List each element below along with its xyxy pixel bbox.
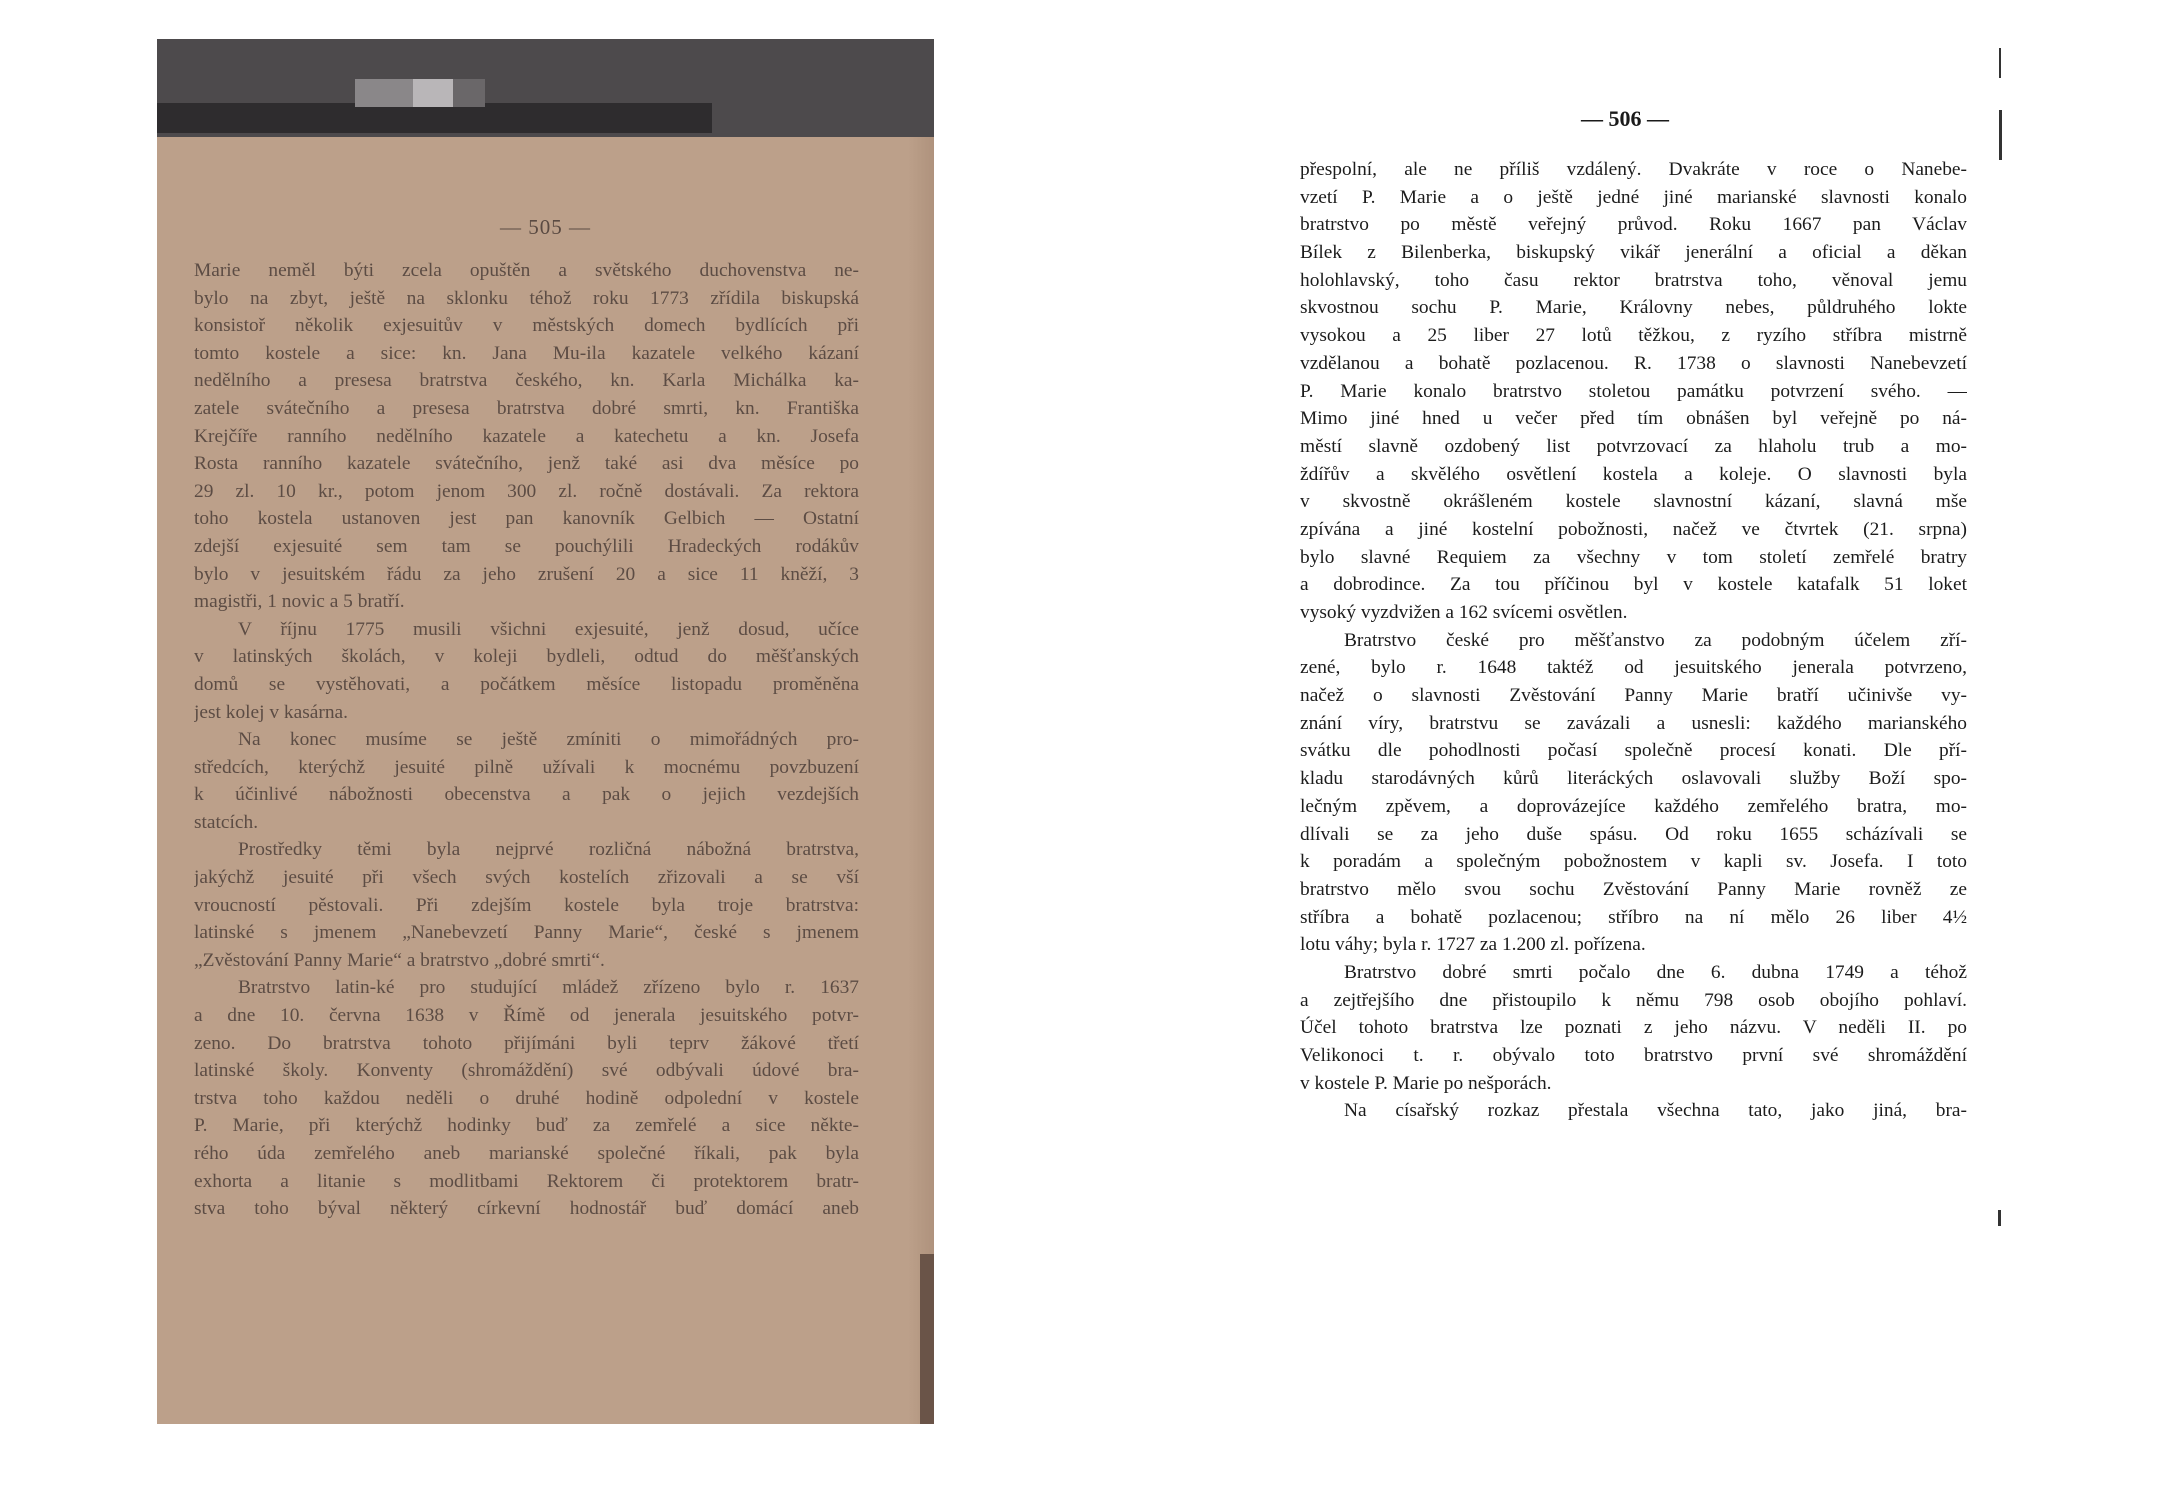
text-line: vzdělanou a bohatě pozlacenou. R. 1738 o slavnosti Nanebevzetí <box>1300 352 1967 374</box>
text-line: stříbra a bohatě pozlacenou; stříbro na ní mělo 26 liber 4½ <box>1300 906 1967 928</box>
text-line: Marie neměl býti zcela opuštěn a světského duchovenstva ne- <box>194 260 859 281</box>
scan-artifact <box>453 79 485 107</box>
text-line: Velikonoci t. r. obývalo toto bratrstvo první své shromáždění <box>1300 1045 1967 1066</box>
text-line: bylo na zbyt, ještě na sklonku téhož roku 1773 zřídila biskupská <box>194 287 859 309</box>
text-line: zeno. Do bratrstva tohoto přijímáni byli teprv žákové třetí <box>194 1032 859 1054</box>
text-line: Prostředky těmi byla nejprvé rozličná nábožná bratrstva, <box>238 839 859 861</box>
text-line: k účinlivé nábožnosti obecenstva a pak o jejich vezdejších <box>194 784 859 806</box>
scan-artifact <box>355 79 413 107</box>
text-line: a dobrodince. Za tou příčinou byl v kostele katafalk 51 loket <box>1300 574 1967 596</box>
text-line: lečným zpěvem, a doprovázejíce každého zemřelého bratra, mo- <box>1300 795 1967 817</box>
scan-dark-band <box>157 39 934 137</box>
text-line: Na císařský rozkaz přestala všechna tato, jako jiná, bra- <box>1344 1100 1967 1122</box>
page-number: — 506 — <box>1581 106 1669 131</box>
text-line: vysoký vyzdvižen a 162 svícemi osvětlen. <box>1300 602 1628 623</box>
text-line: svátku dle pohodlnosti počasí společně procesí konati. Dle pří- <box>1300 740 1967 762</box>
text-line: P. Marie, při kterýchž hodinky buď za zemřelé a sice někte- <box>194 1115 859 1137</box>
text-line: V říjnu 1775 musili všichni exjesuité, jenž dosud, učíce <box>238 618 859 640</box>
text-line: Bratrstvo latin-ké pro studující mládež zřízeno bylo r. 1637 <box>238 977 859 999</box>
page-edge-shadow <box>920 1254 934 1424</box>
text-line: Na konec musíme se ještě zmíniti o mimořádných pro- <box>238 729 859 751</box>
text-line: tomto kostele a sice: kn. Jana Mu-ila kazatele velkého kázaní <box>194 342 859 364</box>
text-line: načež o slavnosti Zvěstování Panny Marie bratří učinivše vy- <box>1300 685 1967 707</box>
left-page <box>157 39 934 1424</box>
text-line: skvostnou sochu P. Marie, Královny nebes, půldruhého lokte <box>1300 297 1967 319</box>
text-line: Účel tohoto bratrstva lze poznati z jeho názvu. V neděli II. po <box>1300 1017 1967 1039</box>
text-line: Bratrstvo dobré smrti počalo dne 6. dubna 1749 a téhož <box>1344 961 1967 983</box>
text-line: a zejtřejšího dne přistoupilo k němu 798 osob obojího pohlaví. <box>1300 989 1967 1011</box>
text-line: Bratrstvo české pro měšťanstvo za podobným účelem zří- <box>1344 629 1967 651</box>
text-line: vzetí P. Marie a o ještě jedné jiné marianské slavnosti konalo <box>1300 186 1967 208</box>
text-line: domů se vystěhovati, a počátkem měsíce listopadu proměněna <box>194 673 859 695</box>
text-line: zdejší exjesuité sem tam se pouchýlili Hradeckých rodákův <box>194 535 859 557</box>
text-line: P. Marie konalo bratrstvo stoletou památku potvrzení svého. — <box>1300 380 1967 402</box>
text-line: a dne 10. června 1638 v Římě od jenerala jesuitského potvr- <box>194 1005 859 1027</box>
text-line: Krejčíře ranního nedělního kazatele a katechetu a kn. Josefa <box>194 425 859 447</box>
text-line: bylo v jesuitském řádu za jeho zrušení 20 a sice 11 kněží, 3 <box>194 563 859 585</box>
text-line: latinské školy. Konventy (shromáždění) své odbývali údové bra- <box>194 1060 859 1082</box>
text-line: stva toho býval některý církevní hodnostář buď domácí aneb <box>194 1198 859 1220</box>
text-line: magistři, 1 novic a 5 bratří. <box>194 591 405 613</box>
text-line: vysokou a 25 liber 27 lotů těžkou, z ryzího stříbra mistrně <box>1300 325 1967 347</box>
text-line: znání víry, bratrstvu se zavázali a usnesli: každého marianského <box>1300 712 1967 734</box>
text-line: bratrstvo mělo svou sochu Zvěstování Panny Marie rovněž ze <box>1300 878 1967 900</box>
scan-speck <box>1999 110 2002 160</box>
scan-shadow-bar <box>157 103 712 133</box>
text-line: městí slavně ozdobený list potvrzovací za hlaholu trub a mo- <box>1300 435 1967 457</box>
text-line: vroucností pěstovali. Při zdejším kostele byla troje bratrstva: <box>194 894 859 916</box>
text-line: Rosta ranního kazatele svátečního, jenž také asi dva měsíce po <box>194 453 859 475</box>
page-gutter-shade <box>908 137 934 1424</box>
text-line: kladu starodávných kůrů literáckých oslavovali služby Boží spo- <box>1300 768 1967 790</box>
text-line: lotu váhy; byla r. 1727 za 1.200 zl. pořízena. <box>1300 934 1646 956</box>
text-line: přespolní, ale ne příliš vzdálený. Dvakráte v roce o Nanebe- <box>1300 159 1967 180</box>
text-line: dlívali se za jeho duše spásu. Od roku 1655 scházívali se <box>1300 823 1967 845</box>
text-line: jakýchž jesuité při všech svých kostelích zřizovali a se vší <box>194 867 859 889</box>
scan-speck <box>1999 48 2001 78</box>
text-line: v skvostně okrášleném kostele slavnostní kázaní, slavná mše <box>1300 491 1967 513</box>
text-line: konsistoř několik exjesuitův v městských domech bydlících při <box>194 315 859 337</box>
text-line: jest kolej v kasárna. <box>194 701 348 723</box>
right-page <box>1275 90 1975 1290</box>
text-line: středcích, kterýchž jesuité pilně užívali k mocnému povzbuzení <box>194 756 859 778</box>
text-line: latinské s jmenem „Nanebevzetí Panny Marie“, české s jmenem <box>194 922 859 944</box>
text-line: bylo slavné Requiem za všechny v tom století zemřelé bratry <box>1300 546 1967 568</box>
text-line: holohlavský, toho času rektor bratrstva toho, věnoval jemu <box>1300 269 1967 291</box>
text-line: trstva toho každou neděli o druhé hodině odpolední v kostele <box>194 1087 859 1109</box>
page-text <box>194 257 859 1223</box>
scan-artifact <box>413 79 453 107</box>
page-text <box>1300 156 1967 1125</box>
text-line: Mimo jiné hned u večer před tím obnášen byl veřejně po ná- <box>1300 408 1967 430</box>
text-line: „Zvěstování Panny Marie“ a bratrstvo „dobré smrti“. <box>194 949 605 971</box>
text-line: zpívána a jiné kostelní pobožnosti, načež ve čtvrtek (21. srpna) <box>1300 518 1967 540</box>
text-line: k poradám a společným pobožnostem v kapli sv. Josefa. I toto <box>1300 851 1967 873</box>
scan-speck <box>1998 1210 2001 1226</box>
page-number: — 505 — <box>500 215 591 239</box>
text-line: nedělního a presesa bratrstva českého, kn. Karla Michálka ka- <box>194 370 859 392</box>
text-line: rého úda zemřelého aneb marianské společné říkali, pak byla <box>194 1143 859 1164</box>
text-line: ždířův a skvělého osvětlení kostela a koleje. O slavnosti byla <box>1300 463 1967 485</box>
text-line: zené, bylo r. 1648 taktéž od jesuitského jenerala potvrzeno, <box>1300 657 1967 679</box>
text-line: v latinských školách, v koleji bydleli, odtud do měšťanských <box>194 646 859 668</box>
text-line: 29 zl. 10 kr., potom jenom 300 zl. ročně dostávali. Za rektora <box>194 480 859 502</box>
text-line: bratrstvo po městě veřejný průvod. Roku 1667 pan Václav <box>1300 214 1967 236</box>
text-line: exhorta a litanie s modlitbami Rektorem či protektorem bratr- <box>194 1170 859 1192</box>
text-line: Bílek z Bilenberka, biskupský vikář jenerální a oficial a děkan <box>1300 242 1967 264</box>
text-line: v kostele P. Marie po nešporách. <box>1300 1072 1552 1094</box>
text-line: toho kostela ustanoven jest pan kanovník Gelbich — Ostatní <box>194 508 859 530</box>
text-line: statcích. <box>194 811 259 833</box>
text-line: zatele svátečního a presesa bratrstva dobré smrti, kn. Františka <box>194 397 859 419</box>
